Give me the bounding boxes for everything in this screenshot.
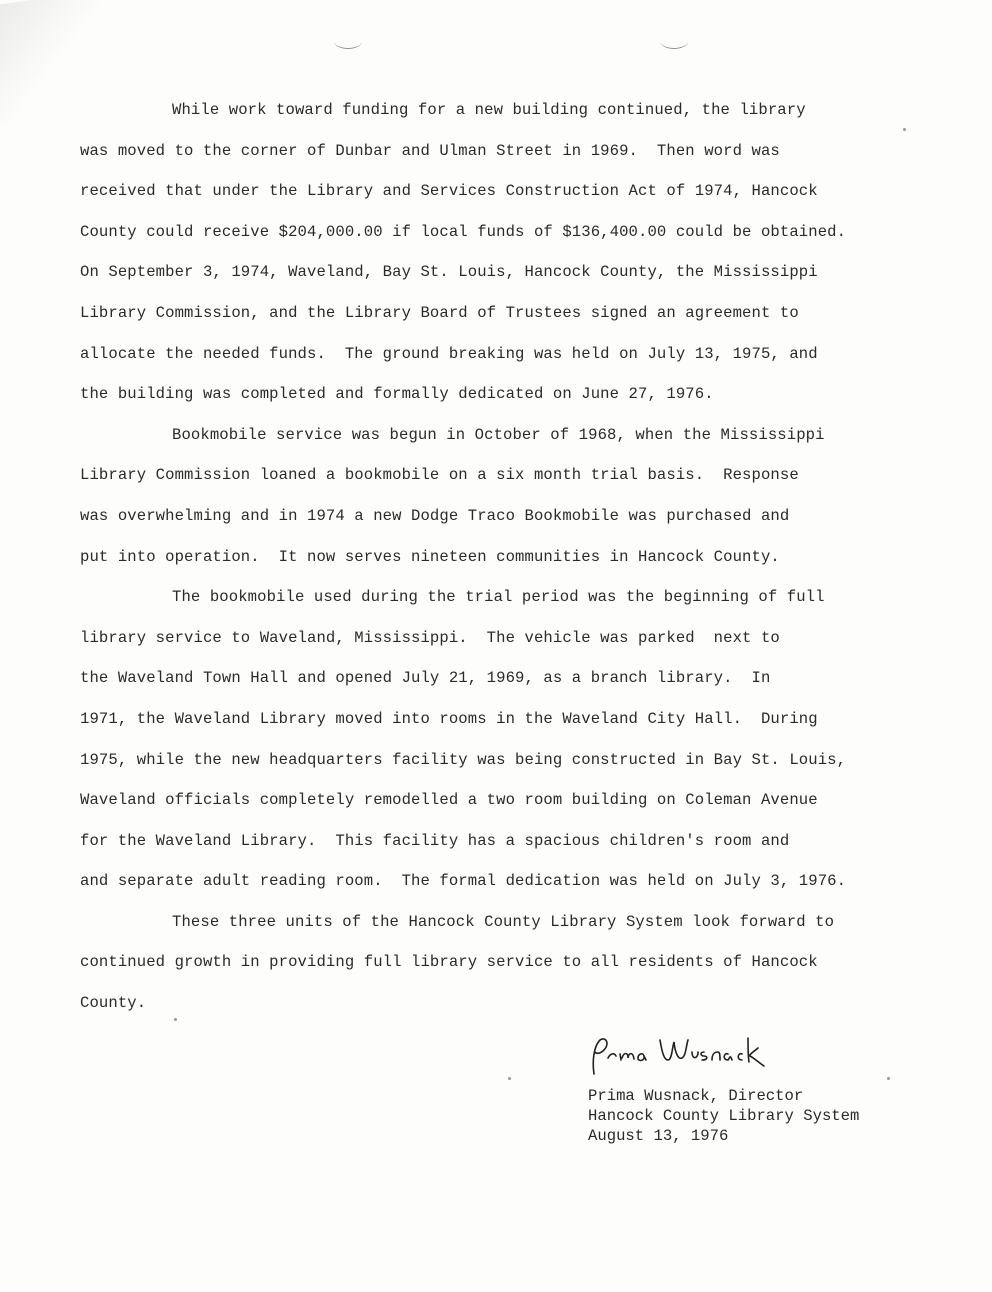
punch-mark-left <box>334 34 362 49</box>
text-line: County. <box>80 994 147 1013</box>
text-line: the Waveland Town Hall and opened July 21, 1969, as a branch library. In <box>80 669 771 688</box>
text-line: was overwhelming and in 1974 a new Dodge Traco Bookmobile was purchased and <box>80 506 790 525</box>
text-line: the building was completed and formally dedicated on June 27, 1976. <box>80 385 714 404</box>
text-line: 1971, the Waveland Library moved into rooms in the Waveland City Hall. During <box>80 709 818 728</box>
paragraph-2 <box>80 415 920 577</box>
paragraph-3 <box>80 577 920 902</box>
text-line: Waveland officials completely remodelled a two room building on Coleman Avenue <box>80 791 818 810</box>
text-line: continued growth in providing full library service to all residents of Hancock <box>80 953 818 972</box>
handwritten-signature <box>588 1030 788 1086</box>
punch-mark-right <box>660 34 688 49</box>
text-line: Bookmobile service was begun in October of 1968, when the Mississippi <box>172 425 825 444</box>
paper-speck <box>508 1077 511 1080</box>
text-line: On September 3, 1974, Waveland, Bay St. Louis, Hancock County, the Mississippi <box>80 263 818 282</box>
signature-date: August 13, 1976 <box>588 1127 729 1145</box>
text-line: County could receive $204,000.00 if local funds of $136,400.00 could be obtained. <box>80 222 847 241</box>
text-line: put into operation. It now serves nineteen communities in Hancock County. <box>80 547 780 566</box>
text-line: for the Waveland Library. This facility has a spacious children's room and <box>80 831 790 850</box>
paragraph-4 <box>80 902 920 1024</box>
document-body <box>80 90 920 1024</box>
text-line: These three units of the Hancock County Library System look forward to <box>172 912 835 931</box>
text-line: 1975, while the new headquarters facility was being constructed in Bay St. Louis, <box>80 750 847 769</box>
text-line: Library Commission loaned a bookmobile on a six month trial basis. Response <box>80 466 799 485</box>
text-line: library service to Waveland, Mississippi. The vehicle was parked next to <box>80 628 780 647</box>
text-line: While work toward funding for a new building continued, the library <box>172 101 806 119</box>
text-line: Library Commission, and the Library Board of Trustees signed an agreement to <box>80 303 799 322</box>
text-line: and separate adult reading room. The formal dedication was held on July 3, 1976. <box>80 872 847 891</box>
signatory-organization: Hancock County Library System <box>588 1107 860 1125</box>
text-line: received that under the Library and Services Construction Act of 1974, Hancock <box>80 182 818 201</box>
paragraph-1 <box>80 90 920 415</box>
text-line: The bookmobile used during the trial period was the beginning of full <box>172 588 825 607</box>
signatory-name: Prima Wusnack, Director <box>588 1087 804 1105</box>
text-line: allocate the needed funds. The ground breaking was held on July 13, 1975, and <box>80 344 818 363</box>
signature-block <box>588 1030 928 1146</box>
text-line: was moved to the corner of Dunbar and Ulman Street in 1969. Then word was <box>80 141 780 160</box>
